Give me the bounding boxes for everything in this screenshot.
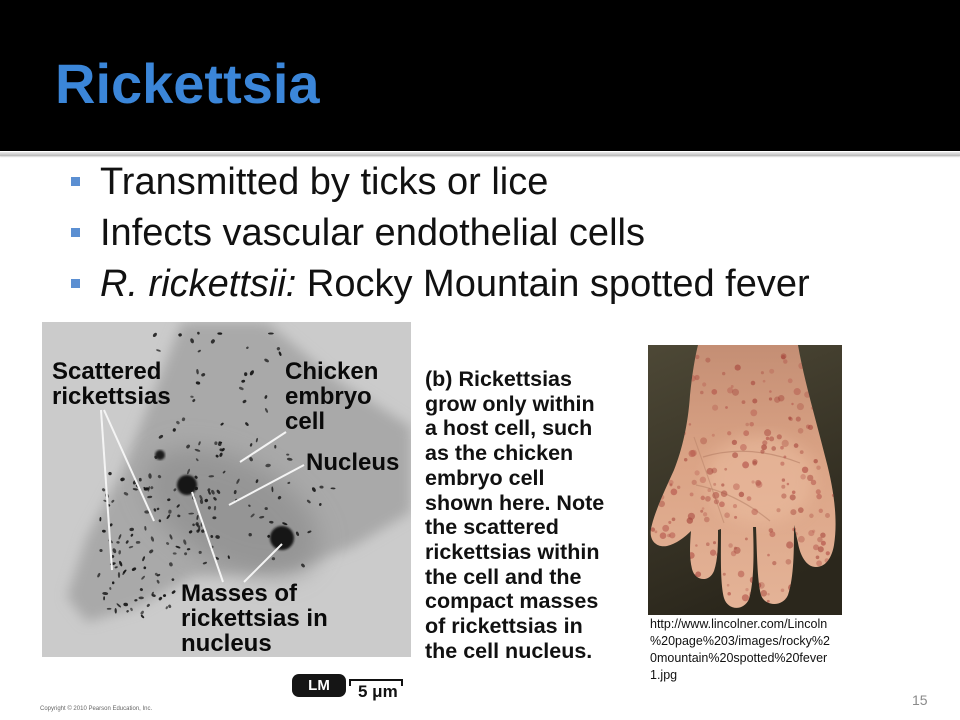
label-line: Chicken — [285, 358, 379, 385]
rash-spot — [813, 544, 819, 550]
rash-spot — [800, 474, 806, 480]
rash-spot — [766, 437, 769, 440]
rickettsia-mass — [155, 450, 165, 460]
rash-spot — [667, 534, 671, 538]
rash-spot — [701, 496, 705, 500]
rash-spot — [771, 446, 776, 451]
lm-badge: LM — [292, 674, 346, 697]
rash-spot — [712, 405, 718, 411]
rash-spot — [712, 492, 719, 499]
rash-spot — [826, 551, 830, 555]
rash-spot — [702, 382, 706, 386]
rash-spot — [734, 547, 737, 550]
rash-spot — [782, 478, 785, 481]
rash-spot — [751, 381, 756, 386]
rash-spot — [700, 391, 704, 395]
rash-spot — [732, 389, 739, 396]
caption-line: grow only within — [425, 391, 595, 416]
rash-spot — [662, 525, 669, 532]
rash-spot — [700, 510, 703, 513]
hand-image — [648, 345, 842, 615]
rash-spot — [692, 480, 697, 485]
rash-spot — [727, 431, 731, 435]
rash-spot — [713, 541, 716, 544]
rash-spot — [816, 555, 820, 559]
rash-spot — [711, 389, 717, 395]
rash-spot — [798, 428, 804, 434]
rash-spot — [777, 434, 782, 439]
rash-spot — [705, 358, 710, 363]
label-scattered-rickettsias — [52, 359, 171, 409]
rash-spot — [778, 395, 785, 402]
rash-spot — [707, 468, 714, 475]
caption-line: a host cell, such — [425, 416, 593, 441]
rash-spot — [668, 521, 671, 524]
rash-spot — [724, 512, 730, 518]
copyright-notice: Copyright © 2010 Pearson Education, Inc. — [40, 706, 153, 712]
rash-spot — [702, 507, 705, 510]
rash-spot — [786, 559, 792, 565]
rash-spot — [695, 355, 699, 359]
rash-spot — [704, 517, 710, 523]
rash-spot — [700, 477, 706, 483]
rash-spot — [797, 403, 804, 410]
rash-spot — [713, 483, 716, 486]
caption-part-label: (b) — [425, 367, 453, 391]
slide-title: Rickettsia — [55, 52, 320, 115]
slide-number: 15 — [912, 692, 928, 708]
square-bullet-icon — [71, 177, 80, 186]
rash-spot — [723, 573, 726, 576]
label-line: nucleus — [181, 630, 272, 657]
rash-spot — [790, 509, 796, 515]
rash-spot — [764, 429, 771, 436]
rash-spot — [788, 378, 793, 383]
rash-spot — [740, 444, 747, 451]
rash-spot — [710, 550, 716, 556]
caption-line: of rickettsias in — [425, 614, 583, 639]
rash-spot — [794, 443, 799, 448]
rash-spot — [769, 390, 772, 393]
rash-spot — [660, 532, 667, 539]
rash-spot — [781, 353, 787, 359]
caption-line: the cell and the — [425, 564, 582, 589]
rash-spot — [763, 380, 766, 383]
rash-spot — [725, 406, 728, 409]
rash-spot — [751, 508, 758, 515]
rash-spot — [794, 388, 801, 395]
rash-spot — [727, 592, 731, 596]
rash-spot — [672, 517, 676, 521]
caption-line: the scattered — [425, 515, 559, 540]
rash-spot — [706, 542, 710, 546]
rash-spot — [776, 508, 780, 512]
rash-spot — [703, 512, 707, 516]
rash-spot — [705, 496, 711, 502]
rash-spot — [816, 494, 822, 500]
label-masses-in-nucleus — [181, 581, 328, 656]
bullet-text: Rocky Mountain spotted fever — [306, 263, 810, 305]
rash-spot — [727, 584, 730, 587]
caption-line — [425, 367, 604, 392]
rash-spot — [760, 450, 764, 454]
rash-spot — [690, 492, 694, 496]
rash-spot — [787, 483, 790, 486]
rash-spot — [743, 430, 749, 436]
square-bullet-icon — [71, 279, 80, 288]
bullet-item — [71, 208, 810, 259]
rash-spot — [724, 468, 727, 471]
rash-spot — [742, 400, 746, 404]
rash-spot — [671, 489, 678, 496]
bullet-text: Infects vascular endothelial cells — [100, 212, 645, 254]
scale-bar-label: 5 μm — [358, 682, 398, 701]
rash-spot — [712, 434, 715, 437]
caption-line: shown here. Note — [425, 490, 605, 515]
caption-line: as the chicken — [425, 441, 574, 466]
caption-line: the cell nucleus. — [425, 638, 593, 663]
rash-spot — [695, 470, 700, 475]
label-line: Nucleus — [306, 449, 400, 476]
rash-spot — [739, 492, 744, 497]
rash-spot — [769, 397, 772, 400]
species-name: R. rickettsii: — [100, 263, 297, 305]
rash-spot — [733, 504, 737, 508]
label-chicken-embryo-cell — [285, 359, 378, 434]
rash-spot — [654, 530, 657, 533]
rash-spot — [700, 437, 707, 444]
rash-spot — [788, 417, 791, 420]
rash-spot — [677, 486, 680, 489]
rash-spot — [802, 467, 808, 473]
rash-spot — [719, 501, 725, 507]
rash-spot — [780, 446, 784, 450]
caption-line: compact masses — [425, 589, 599, 614]
rash-spot — [786, 541, 793, 548]
rash-spot — [731, 385, 734, 388]
rash-spot — [734, 516, 737, 519]
rash-spot — [745, 537, 748, 540]
rash-spot — [761, 590, 768, 597]
rash-spot — [809, 514, 814, 519]
rash-spot — [689, 423, 692, 426]
rash-spot — [783, 455, 786, 458]
rash-spot — [808, 425, 813, 430]
rash-spot — [767, 554, 770, 557]
label-line: rickettsias in — [181, 605, 328, 632]
rickettsia-dot — [274, 445, 276, 449]
url-line: %20page%203/images/rocky%2 — [650, 634, 830, 648]
rash-spot — [796, 417, 801, 422]
rash-spot — [749, 422, 753, 426]
rash-spot — [750, 409, 757, 416]
rickettsia-dot — [138, 596, 143, 599]
rash-spot — [782, 440, 789, 447]
caption-line: embryo cell — [425, 465, 545, 490]
rash-spot — [690, 450, 697, 457]
rash-spot — [752, 459, 757, 464]
rash-spot — [767, 593, 770, 596]
bullet-list — [71, 157, 810, 310]
rash-spot — [769, 531, 775, 537]
rash-spot — [816, 465, 820, 469]
rash-spot — [747, 496, 752, 501]
rash-spot — [742, 594, 749, 601]
label-line: Scattered — [52, 358, 162, 385]
rash-spot — [745, 588, 748, 591]
rash-spot — [733, 483, 740, 490]
label-line: rickettsias — [52, 383, 171, 410]
rash-spot — [767, 600, 770, 603]
url-line: 0mountain%20spotted%20fever — [650, 651, 828, 665]
rash-spot — [825, 513, 830, 518]
rash-spot — [772, 561, 776, 565]
rash-spot — [781, 493, 786, 498]
rash-spot — [684, 458, 687, 461]
rash-spot — [714, 499, 719, 504]
rash-spot — [820, 532, 825, 537]
rash-spot — [728, 543, 732, 547]
rash-spot — [732, 440, 737, 445]
label-nucleus — [306, 450, 399, 475]
url-line: 1.jpg — [650, 668, 678, 682]
rash-spot — [742, 461, 749, 468]
label-line: embryo — [285, 383, 372, 410]
rash-spot — [769, 369, 774, 374]
micrograph-caption — [425, 367, 604, 663]
rash-spot — [783, 359, 787, 363]
rash-spot — [819, 509, 823, 513]
rash-spot — [800, 450, 804, 454]
rash-spot — [695, 544, 698, 547]
rash-hand-photo — [648, 345, 842, 615]
rash-spot — [752, 398, 757, 403]
rash-spot — [769, 436, 774, 441]
bullet-text-group — [100, 259, 810, 310]
square-bullet-icon — [71, 228, 80, 237]
rash-spot — [780, 462, 784, 466]
url-line: http://www.lincolner.com/Lincoln — [650, 617, 828, 631]
label-line: cell — [285, 408, 326, 435]
rash-spot — [687, 517, 693, 523]
rash-spot — [762, 440, 767, 445]
rash-spot — [745, 423, 748, 426]
photo-source-url — [650, 616, 830, 684]
rash-spot — [735, 365, 741, 371]
rash-spot — [790, 494, 796, 500]
rickettsia-mass — [177, 475, 197, 495]
rash-spot — [816, 560, 822, 566]
rash-spot — [721, 490, 728, 497]
rash-spot — [721, 483, 724, 486]
title-divider — [0, 152, 960, 156]
rash-spot — [813, 459, 817, 463]
rash-spot — [731, 551, 737, 557]
rash-spot — [798, 507, 804, 513]
micrograph-figure — [42, 322, 411, 657]
rash-spot — [816, 489, 821, 494]
rash-spot — [751, 480, 754, 483]
rash-spot — [798, 536, 805, 543]
rash-spot — [761, 371, 764, 374]
rash-spot — [781, 589, 785, 593]
rickettsia-mass — [270, 526, 294, 550]
rash-spot — [651, 527, 655, 531]
rash-spot — [807, 475, 813, 481]
label-line: Masses of — [181, 580, 298, 607]
rash-spot — [668, 480, 673, 485]
rash-spot — [812, 530, 815, 533]
rash-spot — [738, 571, 745, 578]
bullet-item — [71, 157, 810, 208]
rash-spot — [722, 372, 725, 375]
caption-line: rickettsias within — [425, 539, 600, 564]
rash-spot — [732, 452, 738, 458]
rash-spot — [792, 491, 796, 495]
bullet-item — [71, 259, 810, 310]
caption-text: Rickettsias — [458, 367, 572, 391]
rash-spot — [781, 485, 785, 489]
rash-spot — [756, 481, 763, 488]
bullet-text: Transmitted by ticks or lice — [100, 161, 549, 203]
rash-spot — [791, 403, 793, 405]
rash-spot — [707, 488, 711, 492]
